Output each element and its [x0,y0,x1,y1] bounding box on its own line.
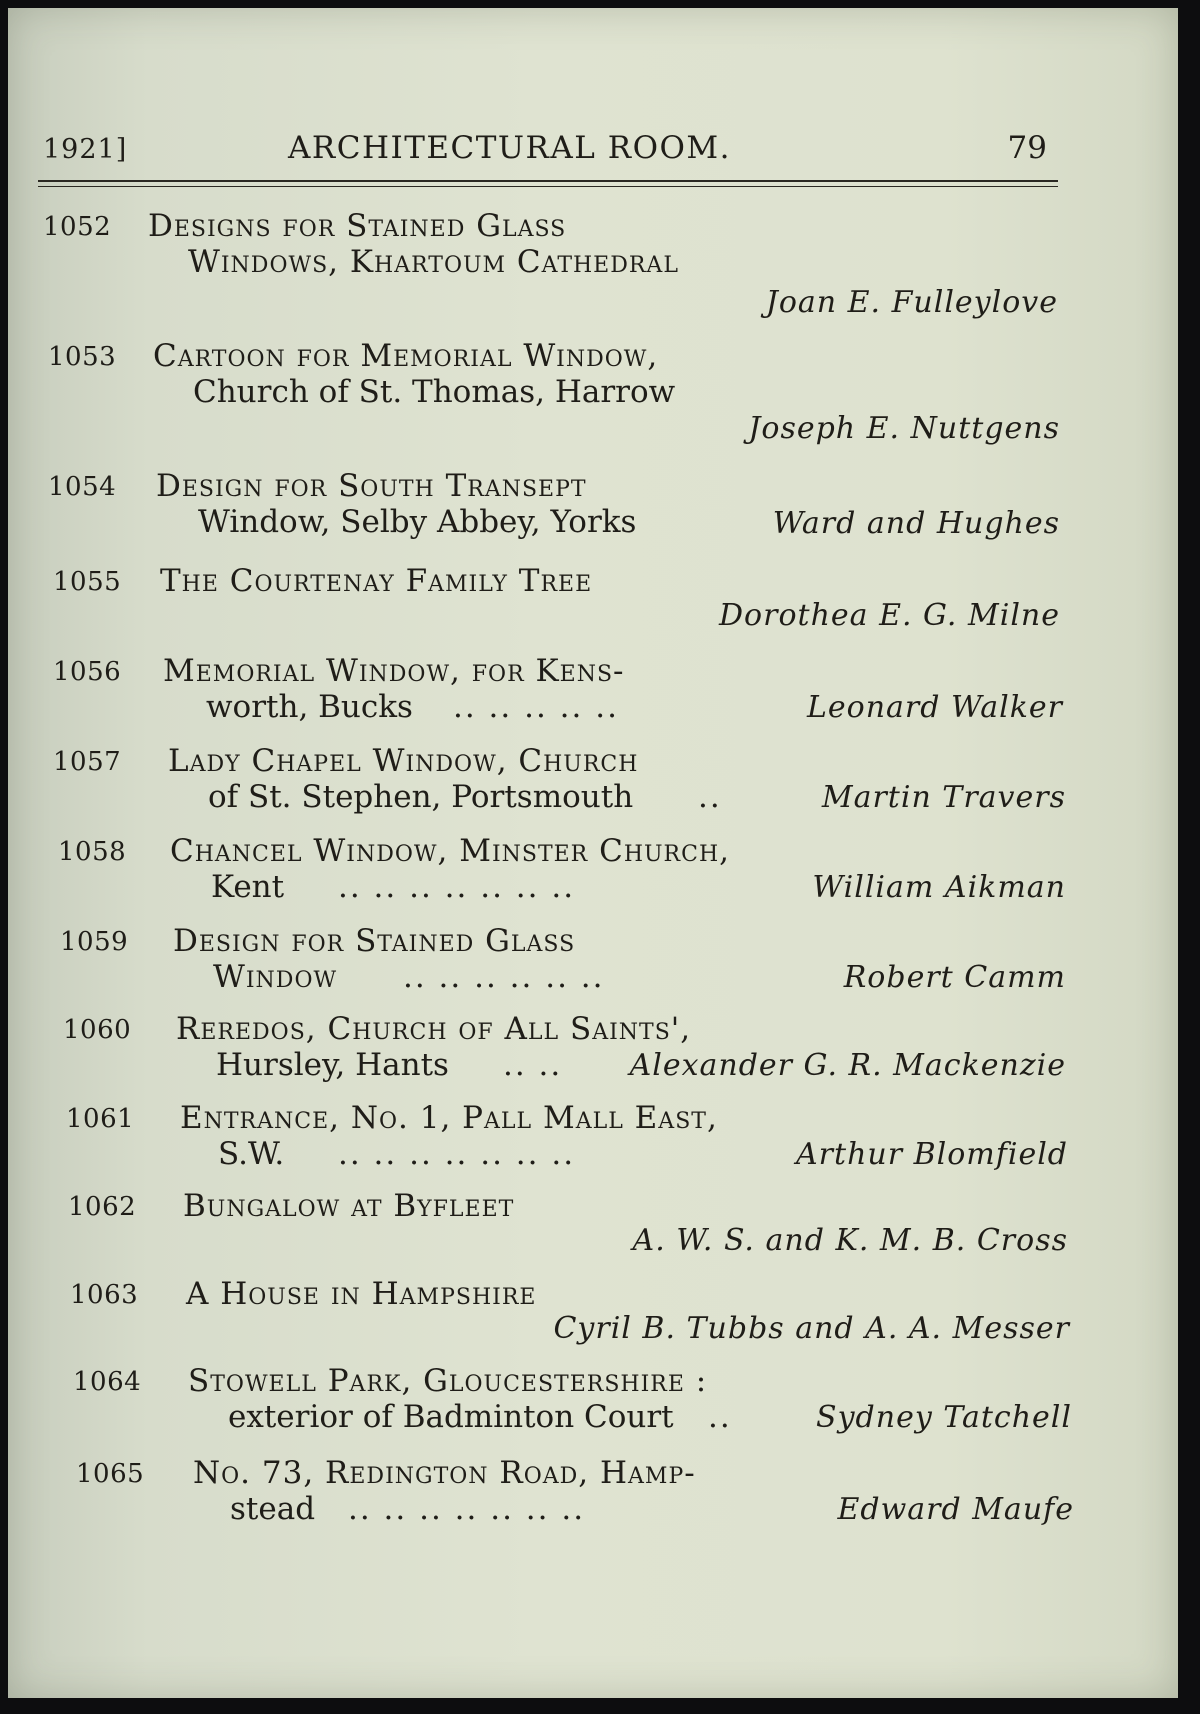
entry-title-line1: Bungalow at Byfleet [183,1188,515,1224]
entry-number: 1060 [63,1015,132,1045]
entry-number: 1054 [48,472,117,502]
entry-title-line1: No. 73, Redington Road, Hamp- [193,1455,696,1491]
entry-artist: Sydney Tatchell [816,1400,1072,1435]
entry-title-line2: of St. Stephen, Portsmouth [208,779,634,815]
entry-artist: Ward and Hughes [772,506,1060,541]
entry-number: 1064 [73,1367,142,1397]
entry-artist: Edward Maufe [837,1492,1074,1527]
leader-dots: .. .. .. .. .. .. .. [348,1491,586,1527]
leader-dots: .. .. .. .. .. .. .. [338,1136,576,1172]
entry-number: 1058 [58,837,127,867]
entry-artist: Cyril B. Tubbs and A. A. Messer [553,1311,1070,1346]
entry-title-line2: S.W. [218,1136,285,1172]
entry-title-line1: Lady Chapel Window, Church [168,743,639,779]
entry-title-line1: Design for Stained Glass [173,923,576,959]
leader-dots: .. .. .. .. .. .. .. [338,869,576,905]
entry-title-line1: Stowell Park, Gloucestershire : [188,1363,708,1399]
entry-title-line2: Window [213,959,338,995]
entry-title-line2: Window, Selby Abbey, Yorks [198,504,637,540]
entry-number: 1052 [43,212,112,242]
entry-title-line1: A House in Hampshire [186,1276,537,1312]
entry-number: 1053 [48,342,117,372]
entry-number: 1057 [53,747,122,777]
entry-artist: Joan E. Fulleylove [765,285,1058,320]
entry-artist: Dorothea E. G. Milne [719,598,1060,633]
entry-number: 1062 [68,1192,137,1222]
entry-artist: Robert Camm [843,960,1066,995]
entry-title-line2: Kent [211,869,285,905]
entry-artist: Joseph E. Nuttgens [748,411,1060,446]
entry-number: 1061 [66,1104,135,1134]
entry-title-line1: Designs for Stained Glass [148,208,567,244]
header-year: 1921] [43,134,128,165]
entry-title-line2: worth, Bucks [206,689,413,725]
entry-title-line1: Design for South Transept [156,468,587,504]
entry-title-line1: Entrance, No. 1, Pall Mall East, [180,1100,718,1136]
entry-title-line1: Cartoon for Memorial Window, [153,338,659,374]
entry-artist: Martin Travers [821,780,1066,815]
entry-title-line1: Chancel Window, Minster Church, [170,833,730,869]
leader-dots: .. [698,779,722,815]
page-number: 79 [1007,130,1047,166]
entry-title-line1: Memorial Window, for Kens- [163,653,625,689]
entry-number: 1055 [53,567,122,597]
entry-number: 1063 [70,1280,139,1310]
entry-title-line2: Church of St. Thomas, Harrow [193,374,676,410]
entry-title-line2: exterior of Badminton Court [228,1399,674,1435]
leader-dots: .. .. .. .. .. [453,689,619,725]
entry-number: 1056 [53,657,122,687]
leader-dots: .. .. [503,1047,563,1083]
entry-number: 1065 [76,1459,145,1489]
entry-title-line2: Windows, Khartoum Cathedral [188,244,679,280]
catalogue-page [8,8,1178,1698]
entry-list [8,8,1178,1698]
leader-dots: .. .. .. .. .. .. [403,959,605,995]
entry-title-line1: Reredos, Church of All Saints', [176,1011,692,1047]
entry-artist: Arthur Blomfield [796,1137,1068,1172]
entry-title-line1: The Courtenay Family Tree [160,563,593,599]
entry-artist: Leonard Walker [806,690,1063,725]
header-title: ARCHITECTURAL ROOM. [288,130,731,166]
entry-title-line2: Hursley, Hants [216,1047,449,1083]
entry-title-line2: stead [230,1491,316,1527]
entry-artist: A. W. S. and K. M. B. Cross [632,1223,1068,1258]
entry-artist: William Aikman [812,870,1066,905]
entry-artist: Alexander G. R. Mackenzie [629,1048,1066,1083]
leader-dots: .. [708,1399,732,1435]
entry-number: 1059 [60,927,129,957]
